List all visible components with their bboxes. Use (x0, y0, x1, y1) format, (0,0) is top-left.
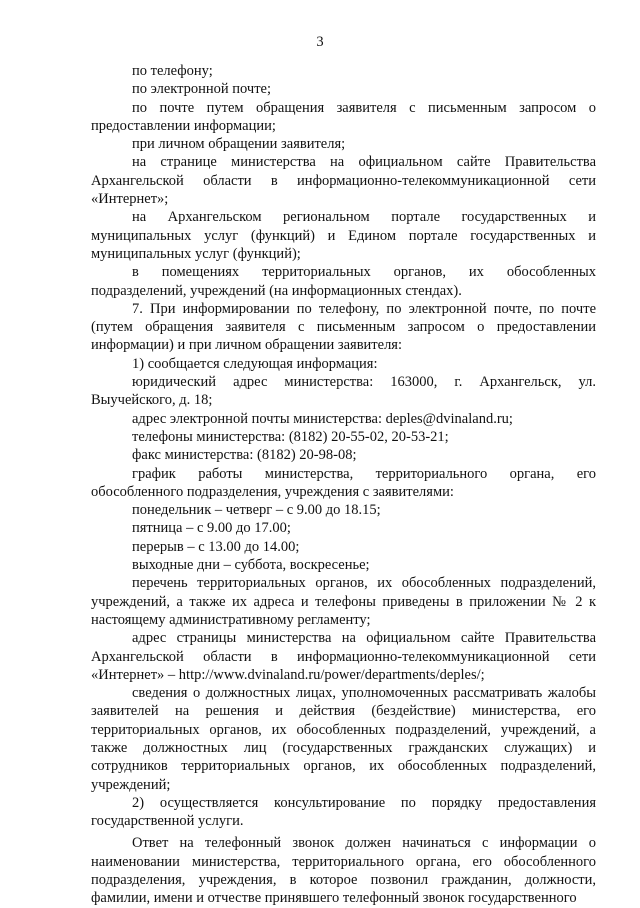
paragraph-website-url: адрес страницы министерства на официальном сайте Правительства Архангельской области в информационно-телекоммуникационной сети «Интернет» – http://www.dvinaland.ru/power/departments/deples/; (91, 630, 596, 683)
paragraph-in-person: при личном обращении заявителя; (132, 136, 346, 153)
paragraph-schedule-break: перерыв – с 13.00 до 14.00; (132, 538, 300, 555)
paragraph-ministry-website: на странице министерства на официальном сайте Правительства Архангельской области в информационно-телекоммуникационной сети «Интернет»; (91, 154, 596, 208)
paragraph-item-7: 7. При информировании по телефону, по электронной почте, по почте (путем обращения заявителя с письменным запросом о предоставлении информации) и при личном обращении заявителя: (91, 300, 596, 354)
paragraph-by-phone: по телефону; (132, 63, 213, 79)
paragraph-phone-answer: Ответ на телефонный звонок должен начинаться с информации о наименовании министерства, территориального органа, его обособленного подразделения, учреждения, в которое позвонил гражданин, должности, фамилии, имени и отчестве принявшего телефонный звонок государственного (91, 835, 596, 907)
paragraph-subitem-1: 1) сообщается следующая информация: (132, 355, 378, 372)
page-number: 3 (316, 34, 324, 50)
paragraph-officials-info: сведения о должностных лицах, уполномоченных рассматривать жалобы заявителей на решения и действия (бездействие) министерства, его территориальных органов, их обособленных подразделений, учреждений, а также должностных лиц (государственных гражданских служащих) и сотрудников территориальных органов, их обособленных подразделений, учреждений; (91, 685, 596, 793)
paragraph-email-address: адрес электронной почты министерства: deples@dvinaland.ru; (132, 410, 513, 427)
paragraph-fax: факс министерства: (8182) 20-98-08; (132, 447, 357, 464)
paragraph-schedule-mon-thu: понедельник – четверг – с 9.00 до 18.15; (132, 502, 381, 519)
paragraph-info-stands: в помещениях территориальных органов, их обособленных подразделений, учреждений (на информационных стендах). (91, 264, 596, 299)
paragraph-schedule-weekend: выходные дни – суббота, воскресенье; (132, 557, 370, 574)
paragraph-territorial-bodies: перечень территориальных органов, их обособленных подразделений, учреждений, а также их адреса и телефоны приведены в приложении № 2 к настоящему административному регламенту; (91, 575, 596, 628)
paragraph-portals: на Архангельском региональном портале государственных и муниципальных услуг (функций) и Едином портале государственных и муниципальных услуг (функций); (91, 209, 596, 262)
paragraph-legal-address: юридический адрес министерства: 163000, г. Архангельск, ул. Выучейского, д. 18; (91, 374, 596, 409)
paragraph-schedule-intro: график работы министерства, территориального органа, его обособленного подразделения, учреждения с заявителями: (91, 465, 596, 500)
paragraph-by-post: по почте путем обращения заявителя с письменным запросом о предоставлении информации; (91, 99, 596, 134)
paragraph-by-email: по электронной почте; (132, 81, 272, 98)
paragraph-subitem-2: 2) осуществляется консультирование по порядку предоставления государственной услуги. (91, 794, 596, 830)
paragraph-phones: телефоны министерства: (8182) 20-55-02, 20-53-21; (132, 428, 449, 445)
document-body (91, 62, 596, 908)
paragraph-schedule-fri: пятница – с 9.00 до 17.00; (132, 520, 291, 537)
